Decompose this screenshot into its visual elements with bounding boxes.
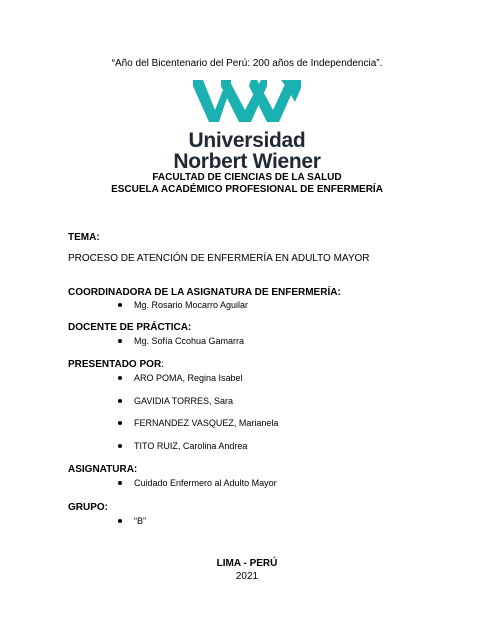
footer-city: LIMA - PERÚ [216, 558, 278, 569]
school-line: ESCUELA ACADÉMICO PROFESIONAL DE ENFERMERÍA [111, 184, 383, 195]
bullet-icon [118, 519, 122, 523]
docente-item: Mg. Sofía Ccohua Gamarra [118, 336, 244, 346]
tema-label: TEMA: [68, 232, 100, 243]
presentado-item: GAVIDIA TORRES, Sara [118, 396, 233, 406]
footer-year: 2021 [235, 571, 259, 582]
bullet-icon [118, 376, 122, 380]
bullet-icon [118, 421, 122, 425]
university-name [0, 130, 494, 172]
faculty-heading [0, 172, 494, 196]
docente-label: DOCENTE DE PRÁCTICA: [68, 322, 192, 333]
faculty-line: FACULTAD DE CIENCIAS DE LA SALUD [152, 172, 342, 183]
coordinadora-item: Mg. Rosario Mocarro Aguilar [118, 300, 248, 310]
grupo-item: “B” [118, 516, 146, 526]
presentado-item: FERNANDEZ VASQUEZ, Marianela [118, 418, 278, 428]
bullet-icon [118, 303, 122, 307]
wiener-logo-icon [191, 78, 303, 126]
university-name-line2: Norbert Wiener [173, 150, 321, 173]
university-logo [0, 78, 494, 126]
bullet-icon [118, 444, 122, 448]
presentado-item: TITO RUIZ, Carolina Andrea [118, 441, 247, 451]
asignatura-label: ASIGNATURA: [68, 464, 138, 475]
bullet-icon [118, 481, 122, 485]
coordinadora-label: COORDINADORA DE LA ASIGNATURA DE ENFERMERÍA: [68, 287, 341, 298]
bullet-icon [118, 339, 122, 343]
university-name-line1: Universidad [188, 129, 306, 152]
tema-value: PROCESO DE ATENCIÓN DE ENFERMERÍA EN ADULTO MAYOR [68, 253, 370, 264]
asignatura-item: Cuidado Enfermero al Adulto Mayor [118, 478, 277, 488]
grupo-label: GRUPO: [68, 502, 108, 513]
presentado-label: PRESENTADO POR: [68, 359, 164, 370]
motto-text: “Año del Bicentenario del Perú: 200 años de Independencia”. [111, 58, 383, 69]
bullet-icon [118, 399, 122, 403]
presentado-item: ARO POMA, Regina Isabel [118, 373, 243, 383]
